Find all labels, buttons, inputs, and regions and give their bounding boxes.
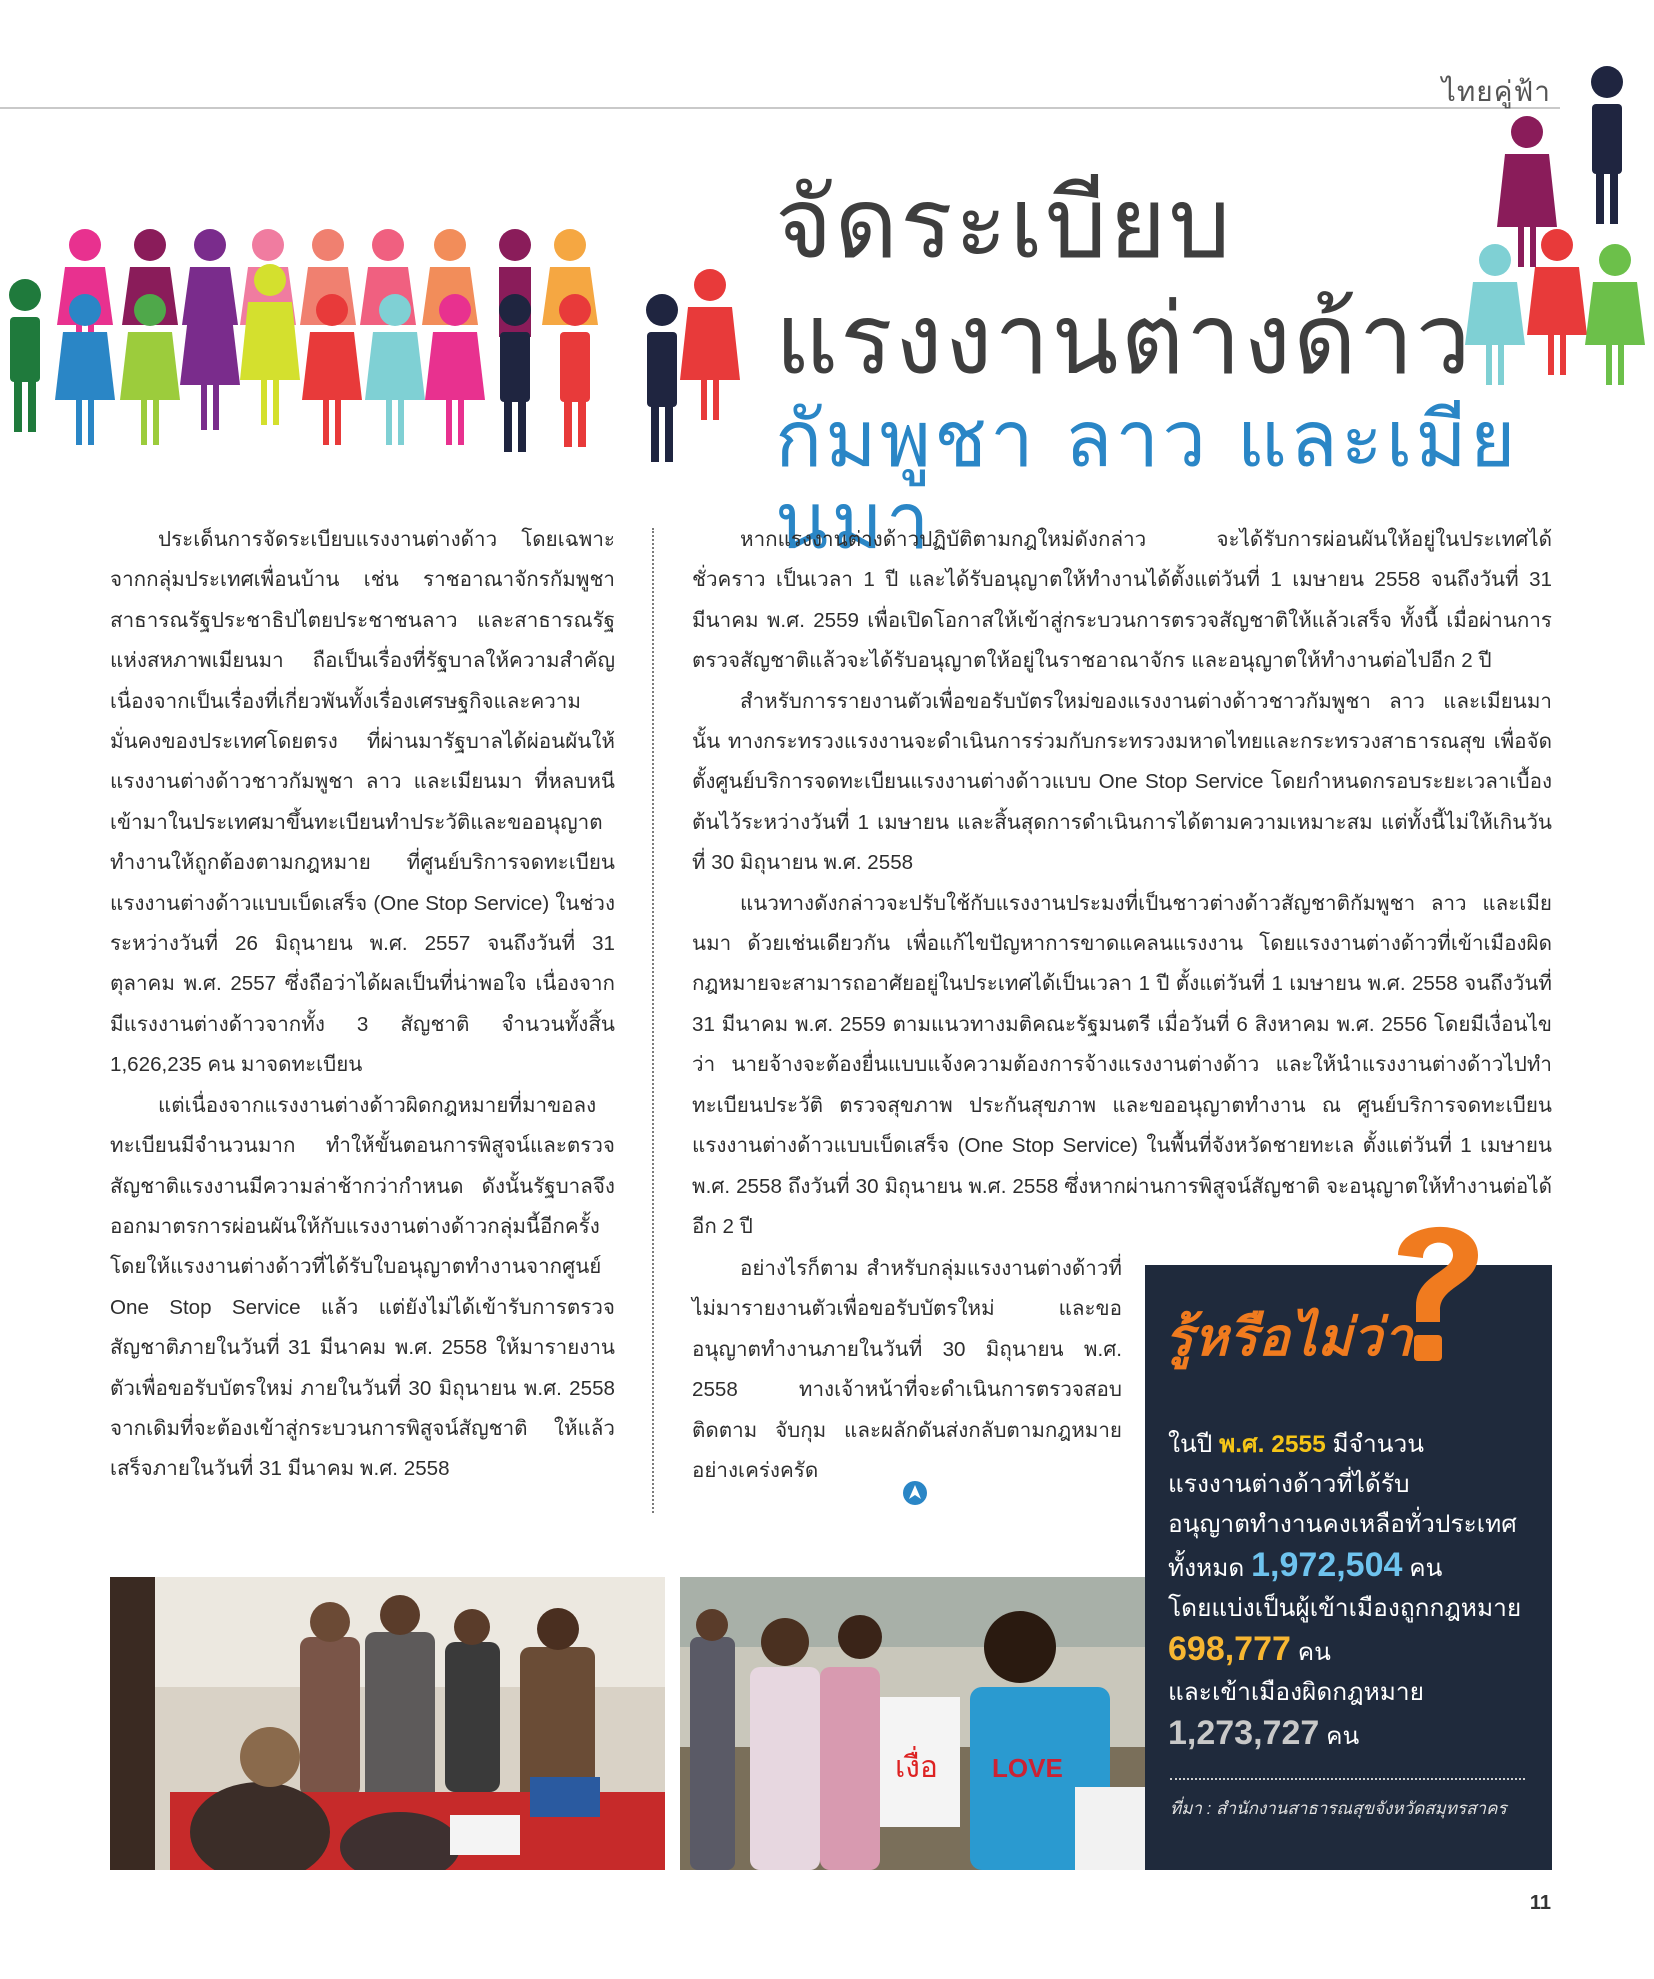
dyk-line: แรงงานต่างด้าวที่ได้รับ: [1168, 1471, 1410, 1498]
dyk-line: โดยแบ่งเป็นผู้เข้าเมืองถูกกฎหมาย: [1168, 1595, 1522, 1622]
paragraph: แต่เนื่องจากแรงงานต่างด้าวผิดกฎหมายที่มาขอลงทะเบียนมีจำนวนมาก ทำให้ขั้นตอนการพิสูจน์และตรวจสัญชาติแรงงานมีความล่าช้ากว่ากำหนด ดังนั้นรัฐบาลจึงออกมาตรการผ่อนผันให้กับแรงงานต่างด้าวกลุ่มนี้อีกครั้ง โดยให้แรงงานต่างด้าวที่ได้รับใบอนุญาตทำงานจากศูนย์ One Stop Service แล้ว แต่ยังไม่ได้เข้ารับการตรวจสัญชาติภายในวันที่ 31 มีนาคม พ.ศ. 2558 ให้มารายงานตัวเพื่อขอรับบัตรใหม่ ภายในวันที่ 30 มิถุนายน พ.ศ. 2558 จากเดิมที่จะต้องเข้าสู่กระบวนการพิสูจน์สัญชาติ ให้แล้วเสร็จภายในวันที่ 31 มีนาคม พ.ศ. 2558: [110, 1093, 615, 1481]
dyk-line: ทั้งหมด 1,972,504 คน: [1168, 1546, 1443, 1584]
article-column-right-narrow: [692, 1249, 1122, 1491]
photo-registration-desk: [110, 1577, 665, 1870]
dyk-line: 698,777 คน: [1168, 1630, 1331, 1668]
legal-workers: 698,777: [1168, 1630, 1291, 1668]
year-highlight: พ.ศ. 2555: [1219, 1431, 1326, 1458]
section-name: ไทยคู่ฟ้า: [1441, 76, 1551, 107]
did-you-know-divider: [1170, 1778, 1525, 1780]
paragraph: อย่างไรก็ตาม สำหรับกลุ่มแรงงานต่างด้าวที่ไม่มารายงานตัวเพื่อขอรับบัตรใหม่ และขออนุญาตทำงานภายในวันที่ 30 มิถุนายน พ.ศ. 2558 ทางเจ้าหน้าที่จะดำเนินการตรวจสอบติดตาม จับกุม และผลักดันส่งกลับตามกฎหมายอย่างเคร่งครัด: [692, 1257, 1122, 1483]
article-title-line1: จัดระเบียบ: [775, 168, 1233, 278]
sign-text: เงื่อ: [895, 1751, 938, 1784]
paragraph: หากแรงงานต่างด้าวปฏิบัติตามกฎใหม่ดังกล่าว จะได้รับการผ่อนผันให้อยู่ในประเทศได้ชั่วคราว เป็นเวลา 1 ปี และได้รับอนุญาตให้ทำงานได้ตั้งแต่วันที่ 1 เมษายน 2558 จนถึงวันที่ 31 มีนาคม พ.ศ. 2559 เพื่อเปิดโอกาสให้เข้าสู่กระบวนการตรวจสัญชาติให้แล้วเสร็จ ทั้งนี้ เมื่อผ่านการตรวจสัญชาติแล้วจะได้รับอนุญาตให้อยู่ในราชอาณาจักร และอนุญาตให้ทำงานต่อไปอีก 2 ปี: [692, 528, 1552, 673]
column-divider: [652, 528, 654, 1513]
people-illustration-left: [0, 225, 745, 475]
people-figures: [9, 229, 740, 462]
article-column-left: [110, 520, 615, 1490]
header-rule: [0, 107, 1560, 109]
did-you-know-title: รู้หรือไม่ว่า: [1165, 1309, 1414, 1367]
paragraph: สำหรับการรายงานตัวเพื่อขอรับบัตรใหม่ของแรงงานต่างด้าวชาวกัมพูชา ลาว และเมียนมานั้น ทางกระทรวงแรงงานจะดำเนินการร่วมกับกระทรวงมหาดไทยและกระทรวงสาธารณสุข เพื่อจัดตั้งศูนย์บริการจดทะเบียนแรงงานต่างด้าวแบบ One Stop Service โดยกำหนดกรอบระยะเวลาเบื้องต้นไว้ระหว่างวันที่ 1 เมษายน และสิ้นสุดการดำเนินการได้ตามความเหมาะสม แต่ทั้งนี้ไม่ให้เกินวันที่ 30 มิถุนายน พ.ศ. 2558: [692, 689, 1552, 875]
article-title-line2: แรงงานต่างด้าว: [775, 284, 1473, 394]
did-you-know-source: ที่มา : สำนักงานสาธารณสุขจังหวัดสมุทรสาคร: [1170, 1799, 1507, 1818]
illegal-workers: 1,273,727: [1168, 1714, 1320, 1752]
people-illustration-right: [1455, 60, 1654, 390]
photo-workers-queue: [680, 1577, 1145, 1870]
dyk-line: อนุญาตทำงานคงเหลือทั่วประเทศ: [1168, 1511, 1517, 1538]
paragraph: แนวทางดังกล่าวจะปรับใช้กับแรงงานประมงที่เป็นชาวต่างด้าวสัญชาติกัมพูชา ลาว และเมียนมา ด้วยเช่นเดียวกัน เพื่อแก้ไขปัญหาการขาดแคลนแรงงาน โดยแรงงานต่างด้าวที่เข้าเมืองผิดกฎหมายจะสามารถอาศัยอยู่ในประเทศได้เป็นเวลา 1 ปี ตั้งแต่วันที่ 1 เมษายน พ.ศ. 2558 จนถึงวันที่ 31 มีนาคม พ.ศ. 2559 ตามแนวทางมติคณะรัฐมนตรี เมื่อวันที่ 6 สิงหาคม พ.ศ. 2556 โดยมีเงื่อนไขว่า นายจ้างจะต้องยื่นแบบแจ้งความต้องการจ้างแรงงานต่างด้าว และให้นำแรงงานต่างด้าวไปทำทะเบียนประวัติ ตรวจสุขภาพ ประกันสุขภาพ และขออนุญาตทำงาน ณ ศูนย์บริการจดทะเบียนแรงงานต่างด้าวแบบเบ็ดเสร็จ (One Stop Service) ในพื้นที่จังหวัดชายทะเล ตั้งแต่วันที่ 1 เมษายน พ.ศ. 2558 ถึงวันที่ 30 มิถุนายน พ.ศ. 2558 ซึ่งหากผ่านการพิสูจน์สัญชาติ จะอนุญาตให้ทำงานต่อได้อีก 2 ปี: [692, 891, 1552, 1238]
page-number: 11: [1529, 1892, 1551, 1914]
article-column-right: [692, 520, 1552, 1247]
did-you-know-content: [1168, 1425, 1533, 1757]
end-mark-icon: [902, 1480, 928, 1506]
total-workers: 1,972,504: [1251, 1546, 1403, 1584]
article-subtitle: กัมพูชา ลาว และเมียนมา: [775, 395, 1519, 567]
paragraph: ประเด็นการจัดระเบียบแรงงานต่างด้าว โดยเฉพาะจากกลุ่มประเทศเพื่อนบ้าน เช่น ราชอาณาจักรกัมพูชา สาธารณรัฐประชาธิปไตยประชาชนลาว และสาธารณรัฐแห่งสหภาพเมียนมา ถือเป็นเรื่องที่รัฐบาลให้ความสำคัญเนื่องจากเป็นเรื่องที่เกี่ยวพันทั้งเรื่องเศรษฐกิจและความมั่นคงของประเทศโดยตรง ที่ผ่านมารัฐบาลได้ผ่อนผันให้แรงงานต่างด้าวชาวกัมพูชา ลาว และเมียนมา ที่หลบหนีเข้ามาในประเทศมาขึ้นทะเบียนทำประวัติและขออนุญาตทำงานให้ถูกต้องตามกฎหมาย ที่ศูนย์บริการจดทะเบียนแรงงานต่างด้าวแบบเบ็ดเสร็จ (One Stop Service) ในช่วงระหว่างวันที่ 26 มิถุนายน พ.ศ. 2557 จนถึงวันที่ 31 ตุลาคม พ.ศ. 2557 ซึ่งถือว่าได้ผลเป็นที่น่าพอใจ เนื่องจากมีแรงงานต่างด้าวจากทั้ง 3 สัญชาติ จำนวนทั้งสิ้น 1,626,235 คน มาจดทะเบียน: [110, 528, 615, 1077]
dyk-line: 1,273,727 คน: [1168, 1714, 1360, 1752]
dyk-line: ในปี พ.ศ. 2555 มีจำนวน: [1168, 1431, 1425, 1458]
shirt-text: LOVE: [992, 1753, 1063, 1783]
dyk-line: และเข้าเมืองผิดกฎหมาย: [1168, 1679, 1425, 1706]
